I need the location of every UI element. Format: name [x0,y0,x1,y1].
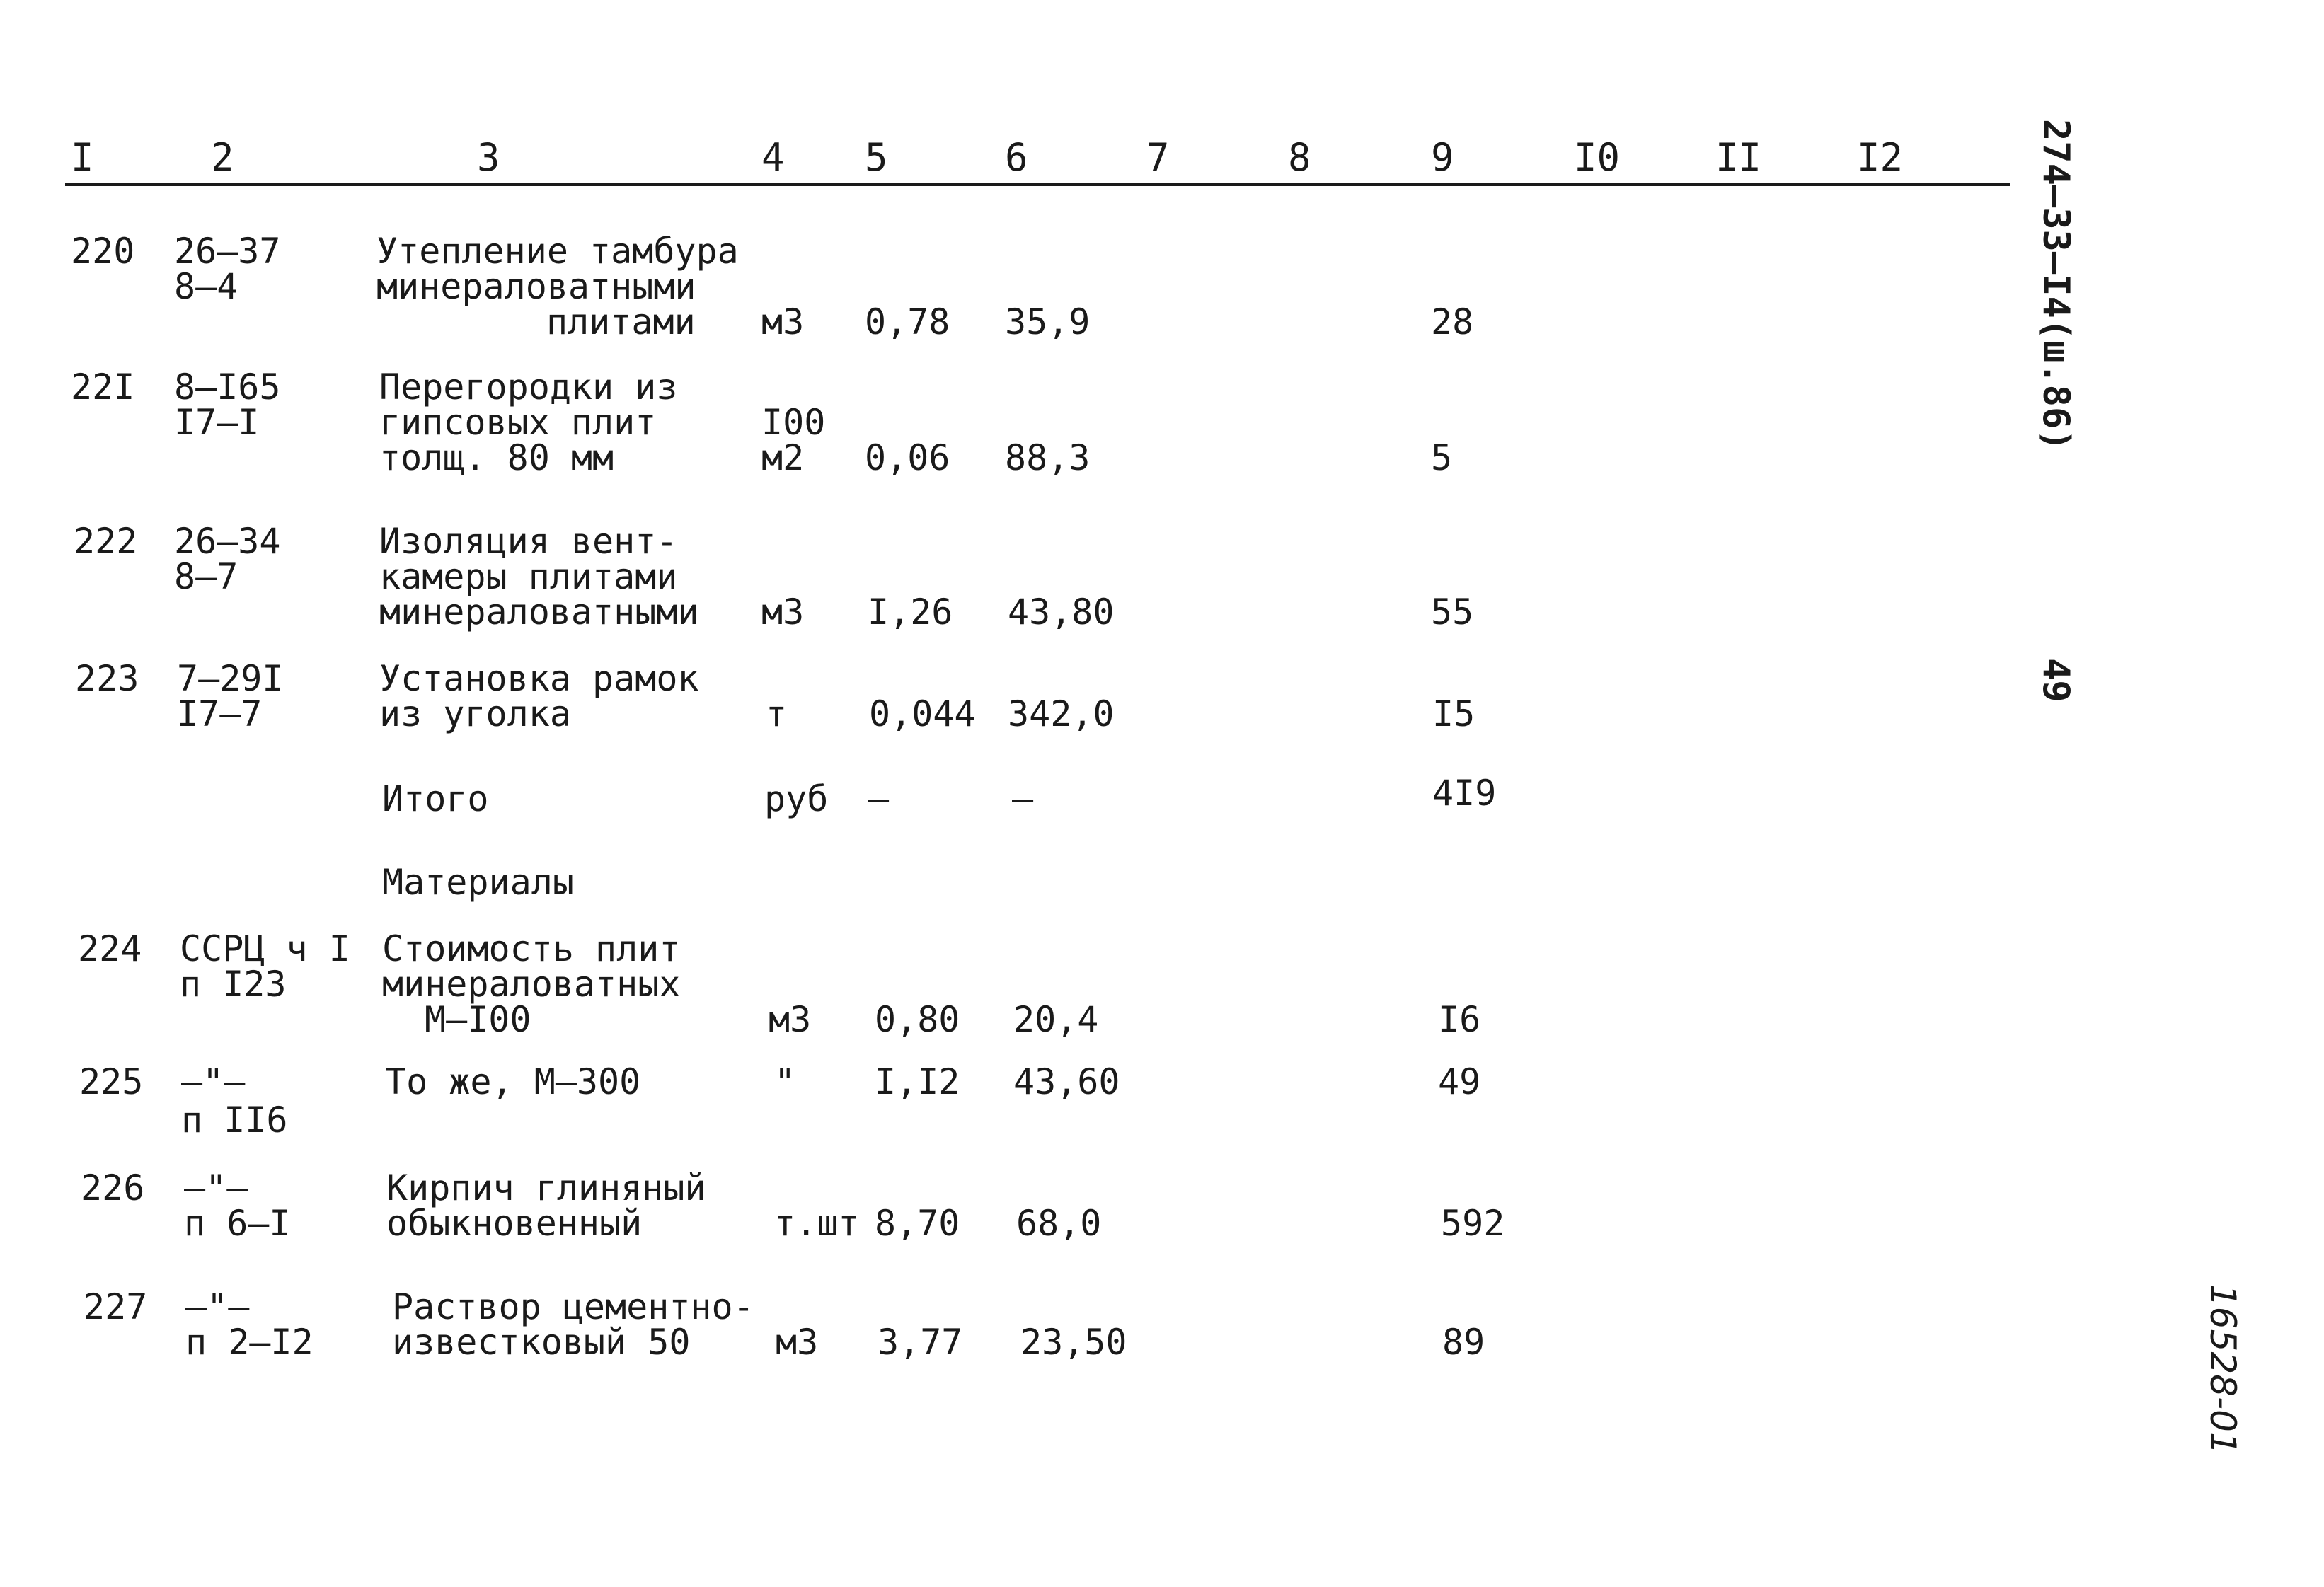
norm-code: 26–34 [174,521,281,562]
description: Стоимость плит [382,928,681,969]
norm-code: п 2–I2 [185,1322,313,1363]
header-col-6: 6 [1005,135,1028,180]
description: Установка рамок [379,658,699,699]
total: 28 [1431,301,1474,342]
total: 4I9 [1432,773,1497,814]
description: Раствор цементно- [392,1286,754,1327]
total: I5 [1432,693,1475,734]
description: гипсовых плит [379,402,657,443]
total: 592 [1441,1203,1505,1244]
description: То же, М–300 [385,1061,641,1102]
norm-code: 8–7 [174,556,238,597]
total: 49 [1438,1061,1481,1102]
total: 5 [1431,437,1453,478]
row-number: 225 [79,1061,144,1102]
quantity: 0,78 [865,301,950,342]
section-heading: Материалы [382,862,574,903]
unit-price: 342,0 [1008,693,1115,734]
norm-code: 26–37 [174,231,281,272]
unit: м3 [776,1322,819,1363]
unit: м3 [761,591,805,633]
row-number: 220 [71,231,135,272]
description: Изоляция вент- [379,521,678,562]
unit-price: 20,4 [1013,999,1099,1040]
quantity: 0,06 [865,437,950,478]
row-number: 227 [84,1286,148,1327]
header-col-2: 2 [211,135,234,180]
unit-price: 35,9 [1005,301,1091,342]
norm-code: п II6 [181,1100,288,1141]
description: плитами [546,301,696,342]
row-number: 226 [81,1167,145,1208]
row-number: 222 [74,521,138,562]
quantity: I,26 [868,591,953,633]
norm-code: –"– [184,1167,248,1208]
norm-code: 7–29I [177,658,284,699]
description: известковый 50 [392,1322,691,1363]
header-col-5: 5 [865,135,888,180]
norm-code: п 6–I [184,1203,291,1244]
unit: м2 [761,437,805,478]
quantity: 8,70 [875,1203,960,1244]
quantity: 0,80 [875,999,960,1040]
norm-code: 8–I65 [174,367,281,408]
total: I6 [1438,999,1481,1040]
header-col-4: 4 [761,135,785,180]
subtotal-label: Итого [382,778,489,819]
header-col-10: I0 [1574,135,1621,180]
document-code: 274–33–I4(ш.86) [2035,119,2077,451]
unit: м3 [761,301,805,342]
description: из уголка [379,693,571,734]
description: М–I00 [425,999,531,1040]
total: 55 [1431,591,1474,633]
sheet-number: 16528-01 [2202,1284,2243,1455]
norm-code: 8–4 [174,266,238,307]
unit: " [774,1061,796,1102]
unit: т.шт [774,1203,860,1244]
unit-price: 43,80 [1008,591,1115,633]
description: Перегородки из [379,367,678,408]
header-col-9: 9 [1431,135,1454,180]
header-col-3: 3 [477,135,500,180]
description: камеры плитами [379,556,678,597]
description: минераловатных [382,964,681,1005]
total: 89 [1442,1322,1485,1363]
unit-price: 68,0 [1016,1203,1102,1244]
header-col-8: 8 [1288,135,1311,180]
description: минераловатными [376,266,696,307]
unit-price: 23,50 [1020,1322,1127,1363]
quantity: 3,77 [878,1322,963,1363]
unit: руб [764,778,829,819]
page-number: 49 [2035,658,2077,703]
unit: I00 [761,402,826,443]
quantity: I,I2 [875,1061,960,1102]
unit-price: 43,60 [1013,1061,1120,1102]
header-rule [65,183,2010,186]
unit-price: 88,3 [1005,437,1091,478]
norm-code: ССРЦ ч I [180,928,350,969]
quantity: – [868,778,890,819]
row-number: 224 [78,928,142,969]
row-number: 22I [71,367,135,408]
header-col-12: I2 [1857,135,1904,180]
row-number: 223 [75,658,139,699]
unit-price: – [1012,778,1034,819]
norm-code: I7–I [174,402,260,443]
norm-code: –"– [185,1286,250,1327]
norm-code: I7–7 [177,693,263,734]
description: обыкновенный [386,1203,643,1244]
description: Кирпич глиняный [386,1167,706,1208]
header-col-11: II [1715,135,1762,180]
norm-code: п I23 [180,964,287,1005]
header-col-1: I [71,135,94,180]
norm-code: –"– [181,1061,246,1102]
description: минераловатными [379,591,699,633]
unit: т [766,693,788,734]
quantity: 0,044 [869,693,976,734]
unit: м3 [769,999,812,1040]
description: толщ. 80 мм [379,437,614,478]
header-col-7: 7 [1146,135,1170,180]
description: Утепление тамбура [376,231,739,272]
